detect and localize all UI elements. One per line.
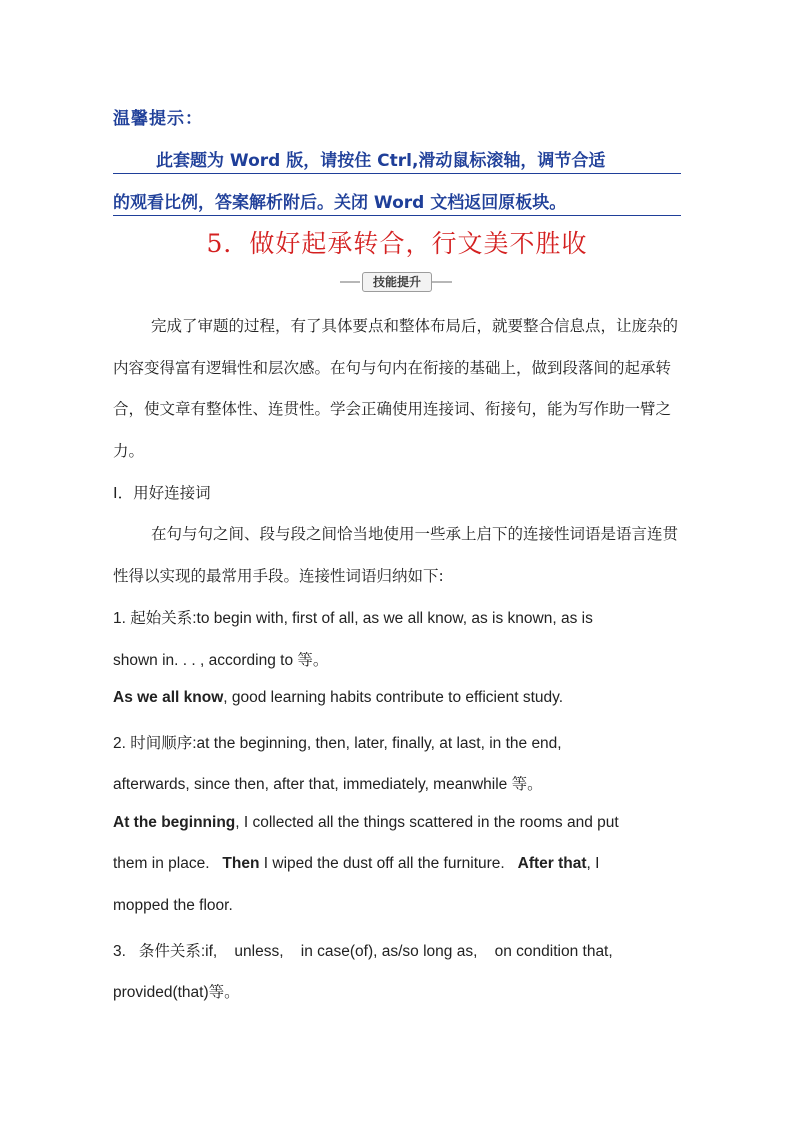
example-2-keyword-1: At the beginning <box>113 814 236 831</box>
badge-text: 技能提升 <box>362 272 432 292</box>
intro-paragraph: 完成了审题的过程，有了具体要点和整体布局后，就要整合信息点，让庞杂的内容变得富有逻辑性和层次感。在句与句内在衔接的基础上，做到段落间的起承转合，使文章有整体性、连贯性。学会正确使用连接词、衔接句，能为写作助一臂之力。 <box>113 317 679 460</box>
example-2-line-1 <box>113 814 703 832</box>
item-3-line-1: 3. 条件关系:if, unless, in case(of), as/so long as, on condition that, <box>113 943 613 960</box>
tip-line-2: 的观看比例，答案解析附后。关闭 Word 文档返回原板块。 <box>113 188 681 216</box>
tip-label: 温馨提示： <box>113 109 203 129</box>
example-1-keyword: As we all know <box>113 689 224 706</box>
example-1-text: , good learning habits contribute to efficient study. <box>223 689 564 706</box>
example-2-line-2 <box>113 855 703 873</box>
example-2-text-3: I wiped the dust off all the furniture. <box>259 855 518 872</box>
skill-badge <box>340 271 452 293</box>
heading-connectives: Ⅰ．用好连接词 <box>113 484 211 502</box>
example-2-keyword-3: After that <box>517 855 587 872</box>
connectives-paragraph: 在句与句之间、段与段之间恰当地使用一些承上启下的连接性词语是语言连贯性得以实现的最常用手段。连接性词语归纳如下: <box>113 525 679 585</box>
section-title: 5．做好起承转合，行文美不胜收 <box>206 229 588 258</box>
item-1-line-1: 1. 起始关系:to begin with, first of all, as we all know, as is known, as is <box>113 610 593 627</box>
badge-decoration-left <box>340 281 360 283</box>
tip-line-1: 此套题为 Word 版，请按住 Ctrl,滑动鼠标滚轴，调节合适 <box>113 146 681 174</box>
example-2-keyword-2: Then <box>222 855 260 872</box>
example-2-text-4: , I <box>586 855 600 872</box>
example-2-text-2: them in place. <box>113 855 223 872</box>
item-2-line-1: 2. 时间顺序:at the beginning, then, later, finally, at last, in the end, <box>113 735 562 752</box>
example-1 <box>113 689 703 707</box>
item-2-line-2: afterwards, since then, after that, immediately, meanwhile 等。 <box>113 776 543 793</box>
item-3-line-2: provided(that)等。 <box>113 984 240 1001</box>
badge-decoration-right <box>432 281 452 283</box>
example-2-line-3: mopped the floor. <box>113 897 233 914</box>
item-1-line-2: shown in. . . , according to 等。 <box>113 652 329 669</box>
example-2-text-1: , I collected all the things scattered in the rooms and put <box>235 814 619 831</box>
